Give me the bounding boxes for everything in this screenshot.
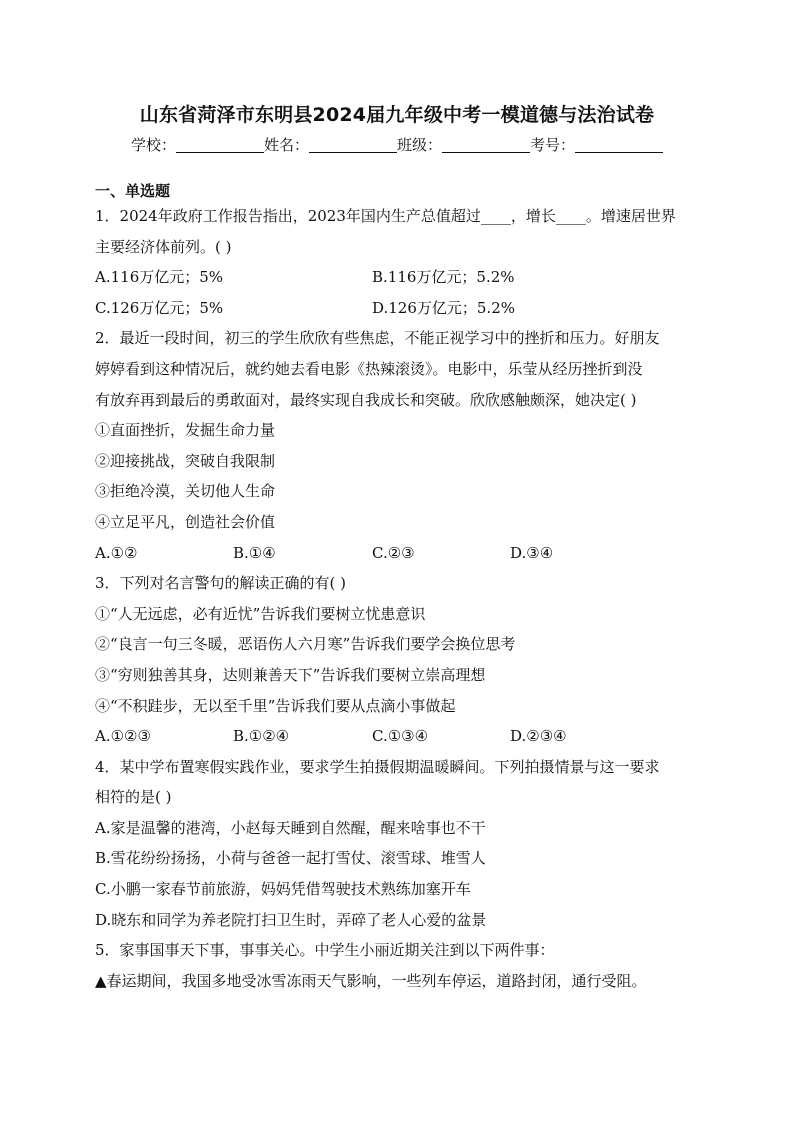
q1-stem-line-2: 主要经济体前列。( ) bbox=[95, 237, 232, 256]
q4-option-b: B.雪花纷纷扬扬，小荷与爸爸一起打雪仗、滚雪球、堆雪人 bbox=[95, 849, 486, 868]
q1-options-row-2 bbox=[95, 293, 699, 324]
q3-option-d: D.②③④ bbox=[510, 727, 567, 746]
q3-option-a: A.①②③ bbox=[95, 727, 151, 746]
q2-options bbox=[95, 538, 699, 569]
student-info-line bbox=[0, 134, 794, 156]
q2-option-b: B.①④ bbox=[233, 543, 276, 562]
q1-options-row-1 bbox=[95, 262, 699, 293]
q3-options bbox=[95, 721, 699, 752]
q1-option-b: B.116万亿元；5.2% bbox=[372, 268, 515, 287]
q5-stem-line-2: ▲春运期间，我国多地受冰雪冻雨天气影响，一些列车停运，道路封闭，通行受阻。 bbox=[95, 971, 647, 990]
page-title: 山东省菏泽市东明县2024届九年级中考一模道德与法治试卷 bbox=[139, 104, 655, 126]
q4-stem-line-2: 相符的是( ) bbox=[95, 788, 172, 807]
q2-item-1: ①直面挫折，发掘生命力量 bbox=[95, 421, 276, 440]
q3-stem-line-1: 3．下列对名言警句的解读正确的有( ) bbox=[95, 574, 347, 593]
q1-option-c: C.126万亿元；5% bbox=[95, 298, 224, 317]
q2-option-d: D.③④ bbox=[510, 543, 554, 562]
q2-stem-line-2: 婷婷看到这种情况后，就约她去看电影《热辣滚烫》。电影中，乐莹从经历挫折到没 bbox=[95, 359, 643, 378]
exam-no-label: 考号： bbox=[530, 136, 576, 154]
q4-option-a: A.家是温馨的港湾，小赵每天睡到自然醒，醒来啥事也不干 bbox=[95, 818, 486, 837]
q3-option-b: B.①②④ bbox=[233, 727, 290, 746]
q3-item-1: ①“人无远虑，必有近忧”告诉我们要树立忧患意识 bbox=[95, 604, 426, 623]
q4-stem-line-1: 4．某中学布置寒假实践作业，要求学生拍摄假期温暖瞬间。下列拍摄情景与这一要求 bbox=[95, 757, 660, 776]
q2-stem-line-3: 有放弃再到最后的勇敢面对，最终实现自我成长和突破。欣欣感触颇深，她决定( ) bbox=[95, 390, 637, 409]
q4-option-c: C.小鹏一家春节前旅游，妈妈凭借驾驶技术熟练加塞开车 bbox=[95, 880, 471, 899]
questions bbox=[95, 201, 699, 996]
q2-item-2: ②迎接挑战，突破自我限制 bbox=[95, 451, 276, 470]
section-heading: 一、单选题 bbox=[95, 182, 171, 200]
q3-item-4: ④“不积跬步，无以至千里”告诉我们要从点滴小事做起 bbox=[95, 696, 456, 715]
q1-option-a: A.116万亿元；5% bbox=[95, 268, 224, 287]
q2-option-a: A.①② bbox=[95, 543, 138, 562]
q2-item-4: ④立足平凡，创造社会价值 bbox=[95, 512, 276, 531]
school-blank bbox=[176, 136, 264, 153]
exam-no-blank bbox=[575, 136, 663, 153]
class-label: 班级： bbox=[397, 136, 443, 154]
q3-item-2: ②“良言一句三冬暖，恶语伤人六月寒”告诉我们要学会换位思考 bbox=[95, 635, 516, 654]
q3-item-3: ③“穷则独善其身，达则兼善天下”告诉我们要树立崇高理想 bbox=[95, 665, 486, 684]
q1-stem-line-1: 1．2024年政府工作报告指出，2023年国内生产总值超过____，增长____。增速居世界 bbox=[95, 207, 676, 225]
q3-option-c: C.①③④ bbox=[372, 727, 429, 746]
school-label: 学校： bbox=[130, 136, 176, 154]
q1-option-d: D.126万亿元；5.2% bbox=[372, 298, 515, 317]
q4-option-d: D.晓东和同学为养老院打扫卫生时，弄碎了老人心爱的盆景 bbox=[95, 910, 487, 929]
name-label: 姓名： bbox=[263, 136, 309, 154]
name-blank bbox=[309, 136, 397, 153]
class-blank bbox=[442, 136, 530, 153]
q2-item-3: ③拒绝冷漠，关切他人生命 bbox=[95, 482, 276, 501]
q2-option-c: C.②③ bbox=[372, 543, 415, 562]
q2-stem-line-1: 2．最近一段时间，初三的学生欣欣有些焦虑，不能正视学习中的挫折和压力。好朋友 bbox=[95, 329, 660, 348]
q5-stem-line-1: 5．家事国事天下事，事事关心。中学生小丽近期关注到以下两件事： bbox=[95, 941, 555, 960]
